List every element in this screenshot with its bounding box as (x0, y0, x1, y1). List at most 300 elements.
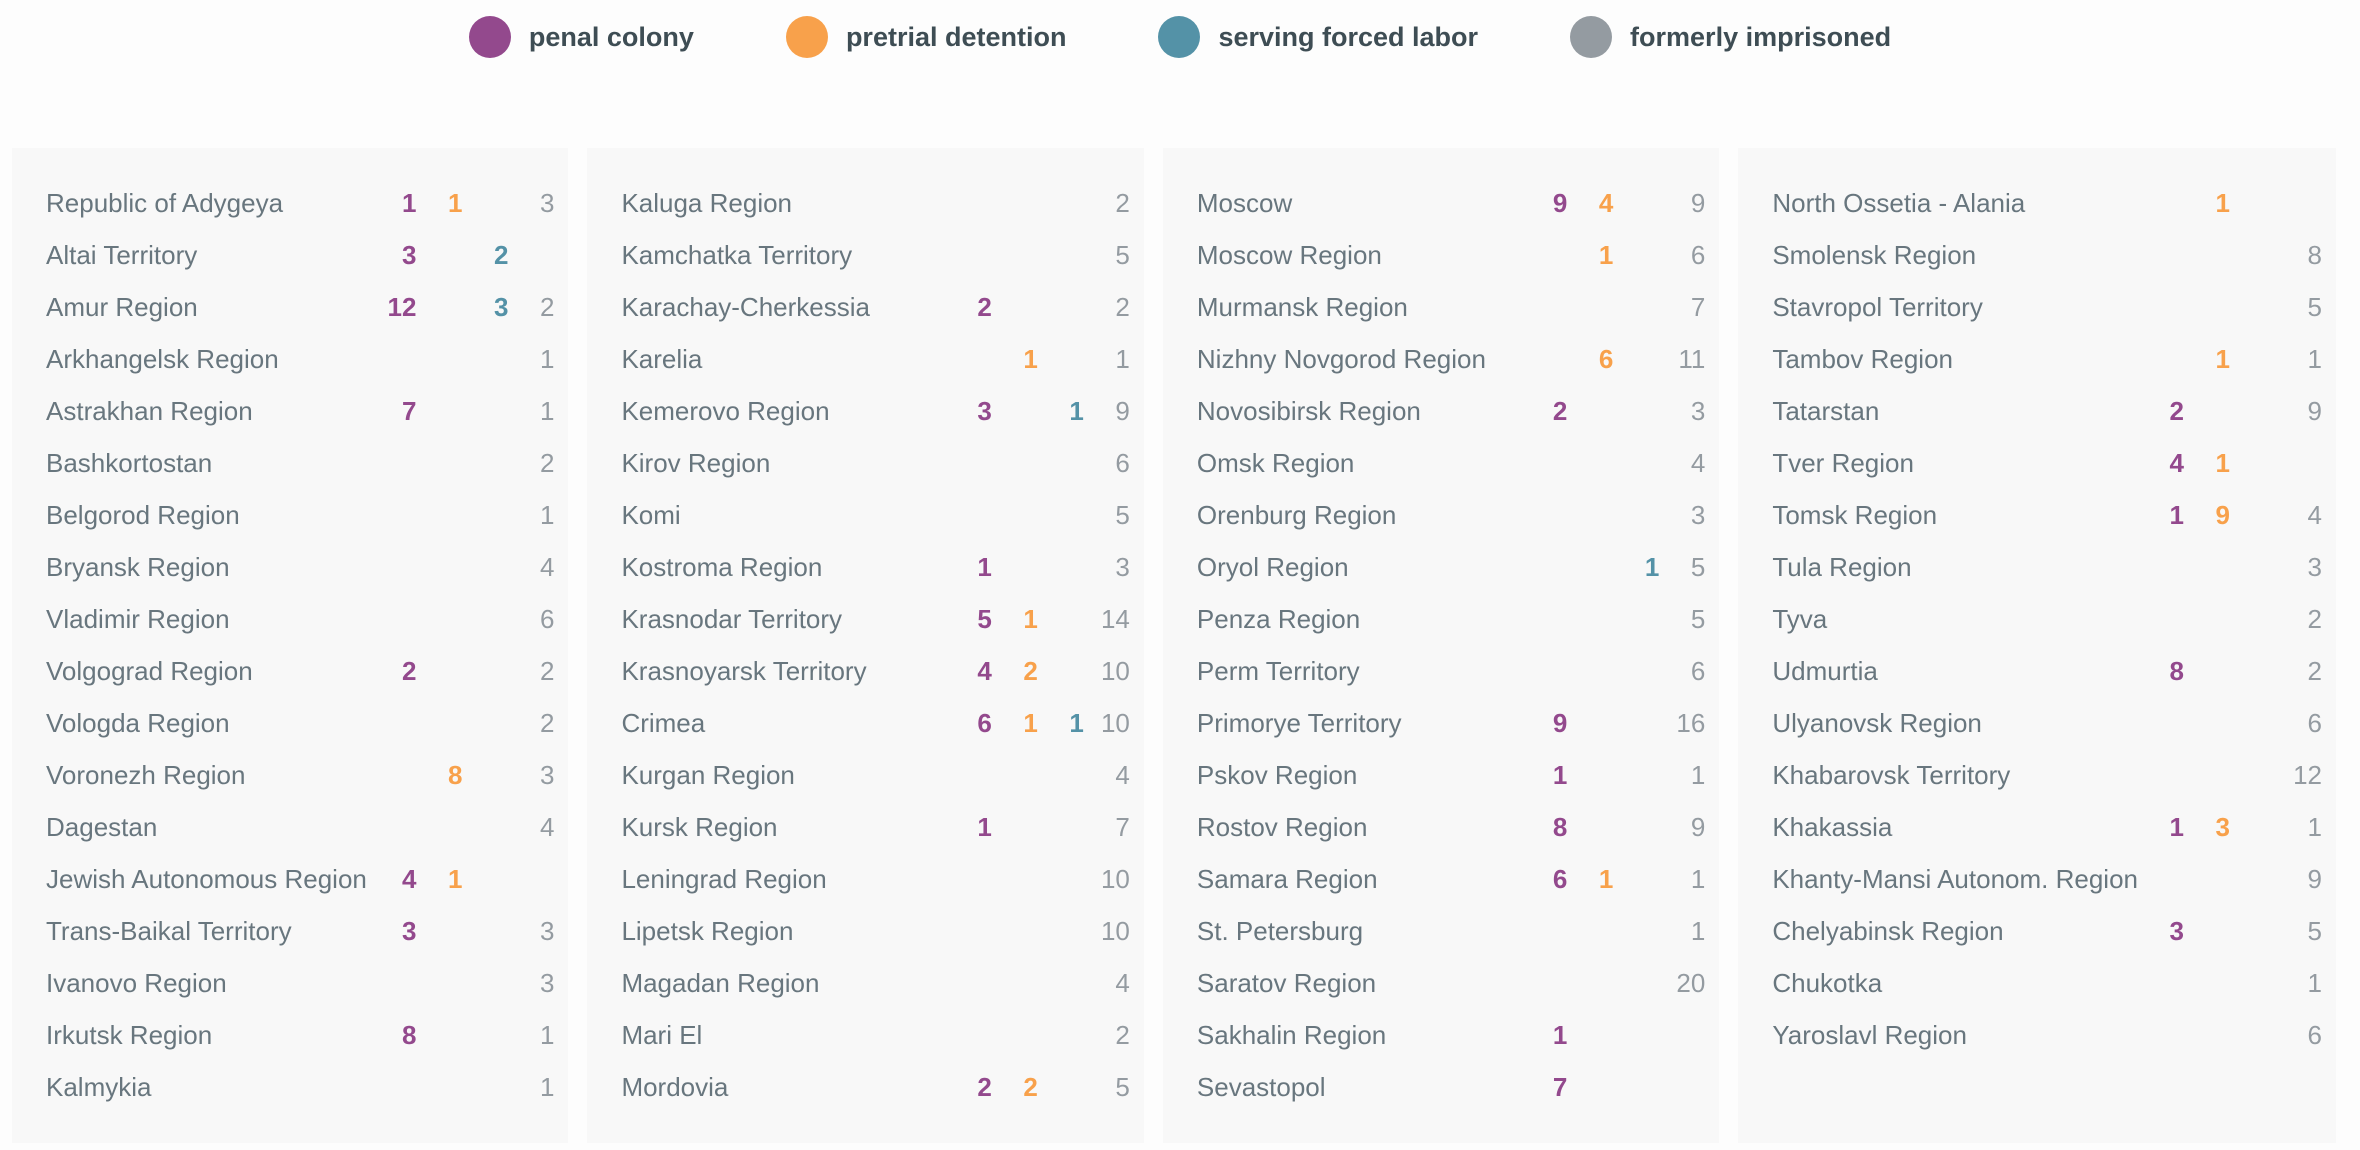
value-serving-forced-labor (462, 760, 508, 791)
value-penal-colony: 1 (977, 551, 992, 582)
value-pretrial-detention (992, 188, 1038, 219)
value-pretrial-detention: 2 (1023, 1071, 1038, 1102)
value-formerly-imprisoned: 1 (1690, 863, 1706, 894)
value-serving-forced-labor (1038, 344, 1084, 375)
value-formerly-imprisoned: 3 (2307, 551, 2322, 582)
value-penal-colony: 2 (977, 1071, 992, 1102)
value-serving-forced-labor (1038, 1020, 1084, 1051)
value-penal-colony (2138, 240, 2184, 271)
region-name: Khanty-Mansi Autonom. Region (1772, 863, 2138, 894)
region-name: Udmurtia (1772, 655, 1878, 686)
value-cells (2138, 864, 2322, 895)
value-serving-forced-labor (1038, 760, 1084, 791)
region-name: Chelyabinsk Region (1772, 915, 2004, 946)
value-pretrial-detention: 3 (2215, 811, 2230, 842)
region-name: Tomsk Region (1772, 499, 1938, 530)
value-penal-colony: 8 (1552, 811, 1568, 842)
value-serving-forced-labor (462, 708, 508, 739)
value-serving-forced-labor (2230, 292, 2276, 323)
value-pretrial-detention (992, 916, 1038, 947)
value-formerly-imprisoned: 2 (539, 447, 555, 478)
value-cells (946, 240, 1130, 271)
value-serving-forced-labor (1613, 656, 1659, 687)
value-formerly-imprisoned: 5 (1115, 239, 1130, 270)
region-name: Dagestan (46, 811, 158, 842)
value-cells (1521, 708, 1705, 739)
value-cells (946, 656, 1130, 687)
value-formerly-imprisoned: 2 (539, 291, 555, 322)
legend-circle-icon (786, 16, 828, 58)
value-cells (1521, 292, 1705, 323)
value-cells (370, 292, 554, 323)
value-serving-forced-labor (1613, 968, 1659, 999)
legend-label: penal colony (528, 21, 694, 52)
value-pretrial-detention (2184, 968, 2230, 999)
value-penal-colony (946, 916, 992, 947)
value-penal-colony: 4 (401, 863, 417, 894)
value-pretrial-detention (1567, 656, 1613, 687)
value-formerly-imprisoned: 10 (1100, 707, 1130, 738)
value-penal-colony: 3 (401, 915, 417, 946)
table-row (1738, 801, 2336, 853)
value-penal-colony (1521, 448, 1567, 479)
table-row (1163, 853, 1719, 905)
value-pretrial-detention: 1 (447, 863, 463, 894)
region-name: Primorye Territory (1196, 707, 1402, 738)
value-pretrial-detention (992, 500, 1038, 531)
legend-item-penal-colony[interactable] (469, 16, 694, 58)
value-serving-forced-labor (462, 552, 508, 583)
region-name: Arkhangelsk Region (46, 343, 279, 374)
value-cells (2138, 968, 2322, 999)
table-row (1738, 437, 2336, 489)
value-penal-colony: 1 (1552, 1019, 1568, 1050)
table-row (12, 281, 568, 333)
region-name: Ivanovo Region (46, 967, 227, 998)
value-cells (1521, 396, 1705, 427)
region-name: Kamchatka Territory (621, 239, 853, 270)
value-pretrial-detention (1567, 292, 1613, 323)
value-penal-colony (946, 1020, 992, 1051)
value-pretrial-detention (416, 552, 462, 583)
region-name: Krasnodar Territory (621, 603, 843, 634)
value-pretrial-detention: 1 (447, 187, 463, 218)
value-penal-colony (946, 500, 992, 531)
value-pretrial-detention: 1 (1598, 863, 1614, 894)
value-serving-forced-labor (462, 188, 508, 219)
value-pretrial-detention (2184, 708, 2230, 739)
value-pretrial-detention (416, 500, 462, 531)
region-name: Omsk Region (1196, 447, 1355, 478)
value-penal-colony (370, 760, 416, 791)
region-name: Stavropol Territory (1772, 291, 1983, 322)
table-row (1163, 801, 1719, 853)
value-formerly-imprisoned: 3 (1115, 551, 1130, 582)
legend-item-pretrial-detention[interactable] (786, 16, 1067, 58)
value-penal-colony: 3 (977, 395, 992, 426)
table-row (587, 281, 1143, 333)
region-name: Novosibirsk Region (1196, 395, 1421, 426)
value-penal-colony: 9 (1552, 707, 1568, 738)
value-penal-colony (2138, 344, 2184, 375)
value-pretrial-detention (992, 812, 1038, 843)
value-penal-colony (1521, 604, 1567, 635)
value-serving-forced-labor (1038, 916, 1084, 947)
value-cells (1521, 188, 1705, 219)
value-pretrial-detention (416, 396, 462, 427)
region-name: Komi (621, 499, 681, 530)
value-formerly-imprisoned: 4 (1115, 759, 1130, 790)
table-row (1738, 541, 2336, 593)
value-formerly-imprisoned: 1 (539, 1071, 555, 1102)
value-formerly-imprisoned: 2 (2307, 603, 2322, 634)
table-row (1163, 385, 1719, 437)
table-row (587, 593, 1143, 645)
value-cells (370, 656, 554, 687)
table-row (12, 593, 568, 645)
value-cells (370, 1072, 554, 1103)
value-formerly-imprisoned: 5 (2307, 915, 2322, 946)
table-row (12, 385, 568, 437)
value-penal-colony (2138, 188, 2184, 219)
value-serving-forced-labor (1038, 864, 1084, 895)
table-row (12, 645, 568, 697)
value-penal-colony (1521, 656, 1567, 687)
table-row (1163, 229, 1719, 281)
value-cells (1521, 344, 1705, 375)
value-serving-forced-labor (1613, 1020, 1659, 1051)
value-serving-forced-labor (1613, 708, 1659, 739)
legend-item-serving-forced-labor[interactable] (1158, 16, 1478, 58)
value-cells (946, 1020, 1130, 1051)
region-name: Murmansk Region (1196, 291, 1408, 322)
table-row (1163, 1009, 1719, 1061)
value-pretrial-detention (992, 396, 1038, 427)
value-serving-forced-labor (2230, 812, 2276, 843)
legend-item-formerly-imprisoned[interactable] (1570, 16, 1891, 58)
value-formerly-imprisoned: 1 (539, 343, 555, 374)
value-serving-forced-labor (1038, 812, 1084, 843)
value-formerly-imprisoned: 6 (1690, 655, 1706, 686)
value-penal-colony (370, 500, 416, 531)
value-serving-forced-labor (1613, 292, 1659, 323)
value-cells (2138, 292, 2322, 323)
value-penal-colony: 1 (1552, 759, 1568, 790)
value-cells (946, 448, 1130, 479)
value-cells (2138, 916, 2322, 947)
value-cells (370, 812, 554, 843)
region-name: Chukotka (1772, 967, 1883, 998)
value-serving-forced-labor (1038, 500, 1084, 531)
value-pretrial-detention (2184, 604, 2230, 635)
value-formerly-imprisoned: 5 (1690, 603, 1706, 634)
region-name: Bryansk Region (46, 551, 230, 582)
region-name: Pskov Region (1196, 759, 1358, 790)
table-row (587, 489, 1143, 541)
value-pretrial-detention (992, 968, 1038, 999)
value-cells (370, 1020, 554, 1051)
value-penal-colony (1521, 916, 1567, 947)
value-pretrial-detention (2184, 292, 2230, 323)
value-serving-forced-labor (2230, 864, 2276, 895)
value-serving-forced-labor (1038, 448, 1084, 479)
value-penal-colony (946, 760, 992, 791)
value-formerly-imprisoned (508, 864, 554, 895)
value-pretrial-detention (2184, 864, 2230, 895)
table-row (1163, 593, 1719, 645)
value-cells (946, 188, 1130, 219)
value-pretrial-detention (416, 1072, 462, 1103)
value-cells (1521, 1020, 1705, 1051)
value-penal-colony (370, 604, 416, 635)
region-name: North Ossetia - Alania (1772, 187, 2026, 218)
value-serving-forced-labor (2230, 396, 2276, 427)
region-name: St. Petersburg (1196, 915, 1364, 946)
value-penal-colony: 2 (2169, 395, 2184, 426)
value-formerly-imprisoned: 1 (2307, 967, 2322, 998)
table-row (12, 489, 568, 541)
value-cells (370, 968, 554, 999)
value-pretrial-detention (1567, 448, 1613, 479)
value-penal-colony: 3 (2169, 915, 2184, 946)
region-name: Ulyanovsk Region (1772, 707, 1982, 738)
value-formerly-imprisoned: 6 (2307, 707, 2322, 738)
table-row (1738, 853, 2336, 905)
value-pretrial-detention (992, 448, 1038, 479)
value-pretrial-detention (1567, 552, 1613, 583)
value-serving-forced-labor (1038, 656, 1084, 687)
table-row (1163, 645, 1719, 697)
value-penal-colony (2138, 292, 2184, 323)
table-row (1738, 645, 2336, 697)
value-cells (946, 864, 1130, 895)
value-serving-forced-labor: 1 (1069, 707, 1084, 738)
value-serving-forced-labor: 2 (493, 239, 509, 270)
region-name: Nizhny Novgorod Region (1196, 343, 1486, 374)
value-pretrial-detention (992, 760, 1038, 791)
value-cells (1521, 604, 1705, 635)
value-pretrial-detention (416, 656, 462, 687)
table-row (1163, 281, 1719, 333)
value-cells (370, 916, 554, 947)
value-serving-forced-labor (1038, 604, 1084, 635)
table-row (587, 177, 1143, 229)
value-cells (2138, 708, 2322, 739)
region-name: Sakhalin Region (1196, 1019, 1387, 1050)
value-serving-forced-labor (1038, 552, 1084, 583)
table-row (1738, 489, 2336, 541)
table-row (1163, 541, 1719, 593)
value-serving-forced-labor (1038, 240, 1084, 271)
region-name: Kurgan Region (621, 759, 795, 790)
value-formerly-imprisoned (2276, 188, 2322, 219)
table-row (1163, 697, 1719, 749)
region-panel-4 (1738, 148, 2336, 1143)
value-serving-forced-labor (462, 396, 508, 427)
table-row (587, 437, 1143, 489)
value-penal-colony (1521, 552, 1567, 583)
value-penal-colony: 2 (401, 655, 417, 686)
value-formerly-imprisoned: 7 (1115, 811, 1130, 842)
value-serving-forced-labor (462, 604, 508, 635)
value-formerly-imprisoned: 1 (2307, 343, 2322, 374)
region-panel-1 (12, 148, 568, 1143)
value-penal-colony: 1 (401, 187, 417, 218)
table-row (587, 645, 1143, 697)
value-pretrial-detention (992, 864, 1038, 895)
value-pretrial-detention (416, 968, 462, 999)
value-serving-forced-labor (1613, 812, 1659, 843)
region-name: Kemerovo Region (621, 395, 830, 426)
value-cells (946, 708, 1130, 739)
value-serving-forced-labor (462, 656, 508, 687)
value-penal-colony (2138, 552, 2184, 583)
value-penal-colony (946, 240, 992, 271)
value-cells (1521, 760, 1705, 791)
value-serving-forced-labor (2230, 604, 2276, 635)
table-row (587, 957, 1143, 1009)
value-serving-forced-labor (2230, 344, 2276, 375)
value-formerly-imprisoned: 2 (1115, 1019, 1130, 1050)
value-penal-colony: 12 (387, 291, 417, 322)
legend-circle-icon (1158, 16, 1200, 58)
value-formerly-imprisoned: 4 (1690, 447, 1706, 478)
value-serving-forced-labor (462, 812, 508, 843)
value-pretrial-detention (1567, 916, 1613, 947)
legend-label: pretrial detention (845, 21, 1067, 52)
value-pretrial-detention: 1 (1023, 343, 1038, 374)
value-serving-forced-labor (1038, 1072, 1084, 1103)
value-serving-forced-labor (462, 968, 508, 999)
region-name: Rostov Region (1196, 811, 1368, 842)
value-penal-colony: 4 (2169, 447, 2184, 478)
value-penal-colony (1521, 240, 1567, 271)
value-cells (2138, 656, 2322, 687)
value-pretrial-detention (1567, 604, 1613, 635)
value-cells (1521, 552, 1705, 583)
value-penal-colony: 6 (1552, 863, 1568, 894)
table-row (587, 1061, 1143, 1113)
region-name: Vologda Region (46, 707, 230, 738)
region-name: Jewish Autonomous Region (46, 863, 367, 894)
value-pretrial-detention (416, 240, 462, 271)
value-formerly-imprisoned (508, 240, 554, 271)
region-name: Karachay-Cherkessia (621, 291, 870, 322)
value-penal-colony: 6 (977, 707, 992, 738)
value-cells (946, 552, 1130, 583)
region-panel-3 (1163, 148, 1719, 1143)
region-panel-2 (587, 148, 1143, 1143)
value-serving-forced-labor (2230, 500, 2276, 531)
region-name: Volgograd Region (46, 655, 253, 686)
value-pretrial-detention: 1 (2215, 343, 2230, 374)
value-penal-colony: 1 (2169, 499, 2184, 530)
value-penal-colony: 3 (401, 239, 417, 270)
value-penal-colony: 7 (1552, 1071, 1568, 1102)
table-row (1738, 697, 2336, 749)
value-pretrial-detention: 1 (1598, 239, 1614, 270)
value-serving-forced-labor (1038, 968, 1084, 999)
value-cells (2138, 812, 2322, 843)
value-cells (946, 968, 1130, 999)
value-formerly-imprisoned: 5 (1690, 551, 1706, 582)
table-row (1163, 749, 1719, 801)
value-serving-forced-labor (462, 448, 508, 479)
table-row (587, 905, 1143, 957)
value-pretrial-detention (1567, 396, 1613, 427)
value-cells (946, 292, 1130, 323)
value-serving-forced-labor (1613, 396, 1659, 427)
value-formerly-imprisoned: 1 (1690, 915, 1706, 946)
value-serving-forced-labor (1613, 604, 1659, 635)
value-pretrial-detention (992, 1020, 1038, 1051)
value-pretrial-detention (1567, 708, 1613, 739)
region-name: Yaroslavl Region (1772, 1019, 1967, 1050)
value-pretrial-detention (2184, 396, 2230, 427)
legend-label: serving forced labor (1218, 21, 1479, 52)
value-penal-colony: 1 (977, 811, 992, 842)
value-pretrial-detention (416, 1020, 462, 1051)
region-name: Saratov Region (1196, 967, 1377, 998)
legend-circle-icon (469, 16, 511, 58)
table-row (12, 333, 568, 385)
table-row (12, 177, 568, 229)
region-name: Voronezh Region (46, 759, 246, 790)
value-formerly-imprisoned: 9 (1690, 187, 1706, 218)
value-cells (370, 240, 554, 271)
value-penal-colony (2138, 968, 2184, 999)
value-formerly-imprisoned: 2 (2307, 655, 2322, 686)
value-serving-forced-labor (1613, 240, 1659, 271)
value-serving-forced-labor (2230, 760, 2276, 791)
value-penal-colony: 2 (1552, 395, 1568, 426)
value-pretrial-detention (416, 708, 462, 739)
value-formerly-imprisoned (2276, 448, 2322, 479)
value-formerly-imprisoned: 2 (539, 707, 555, 738)
region-name: Crimea (621, 707, 706, 738)
value-serving-forced-labor (1613, 188, 1659, 219)
value-penal-colony (1521, 344, 1567, 375)
value-serving-forced-labor (1613, 760, 1659, 791)
value-formerly-imprisoned: 10 (1100, 915, 1130, 946)
value-cells (370, 500, 554, 531)
table-row (1738, 281, 2336, 333)
value-formerly-imprisoned: 1 (539, 1019, 555, 1050)
region-name: Tver Region (1772, 447, 1914, 478)
value-cells (1521, 448, 1705, 479)
table-row (1163, 437, 1719, 489)
value-formerly-imprisoned: 6 (539, 603, 555, 634)
value-serving-forced-labor (1613, 448, 1659, 479)
value-pretrial-detention (1567, 760, 1613, 791)
table-row (12, 541, 568, 593)
value-serving-forced-labor (2230, 188, 2276, 219)
value-cells (370, 604, 554, 635)
table-row (587, 541, 1143, 593)
value-penal-colony (2138, 708, 2184, 739)
region-name: Lipetsk Region (621, 915, 794, 946)
table-row (1738, 177, 2336, 229)
value-penal-colony (370, 812, 416, 843)
region-name: Tyva (1772, 603, 1828, 634)
value-serving-forced-labor (1613, 864, 1659, 895)
value-cells (1521, 864, 1705, 895)
table-row (587, 801, 1143, 853)
value-pretrial-detention (2184, 916, 2230, 947)
value-formerly-imprisoned: 12 (2293, 759, 2322, 790)
region-name: Perm Territory (1196, 655, 1360, 686)
region-table (12, 148, 2336, 1143)
